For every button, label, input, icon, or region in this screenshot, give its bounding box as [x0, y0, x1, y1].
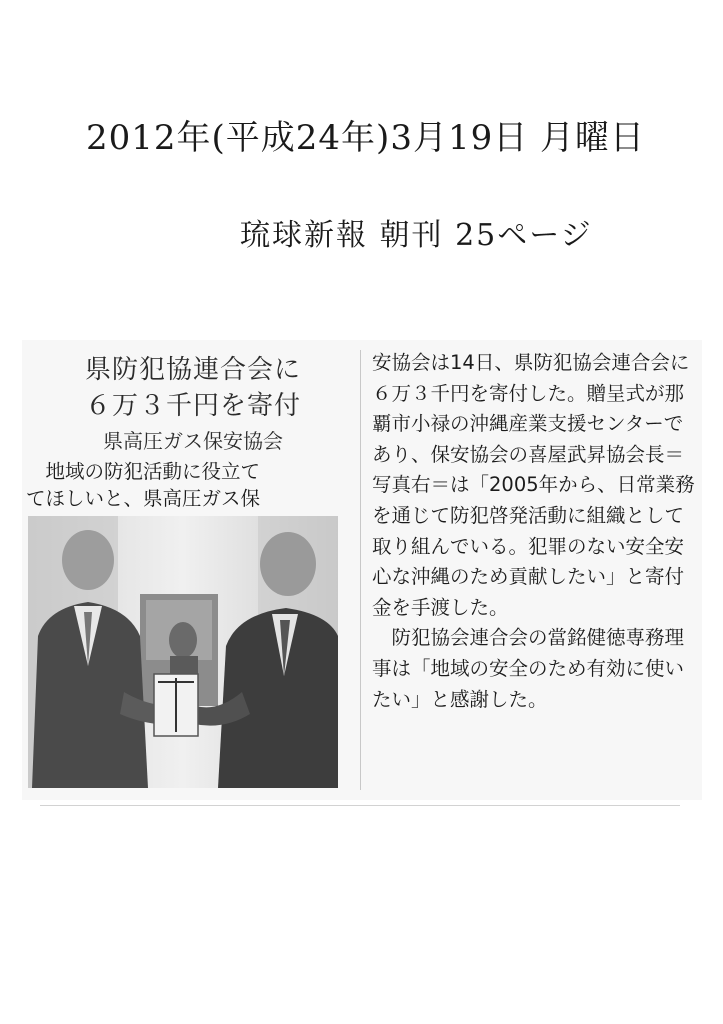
article-subheadline: 県高圧ガス保安協会: [103, 429, 283, 453]
headline-line-2: ６万３千円を寄付: [84, 391, 301, 421]
body-paragraph-2: 防犯協会連合会の當銘健徳専務理事は「地域の安全のため有効に使いたい」と感謝した。: [372, 626, 685, 711]
photo-illustration: [28, 516, 338, 788]
lead-line-1: 地域の防犯活動に役立て: [45, 460, 261, 483]
article-photo: [28, 516, 338, 788]
article-headline: [32, 352, 354, 456]
body-paragraph-1: 安協会は14日、県防犯協会連合会に６万３千円を寄付した。贈呈式が那覇市小禄の沖縄産業支援センターであり、保安協会の喜屋武昇協会長＝写真右＝は「2005年から、日常業務を通じて防犯啓発活動に組織として取り組んでいる。犯罪のない安全安心な沖縄のため貢献したい」と寄付金を手渡した。: [372, 351, 695, 619]
newspaper-source: 琉球新報 朝刊 25ページ: [240, 218, 593, 253]
article-body: [372, 348, 702, 715]
column-divider: [360, 350, 361, 790]
newspaper-clipping: [22, 340, 702, 800]
lead-line-2: てほしいと、県高圧ガス保: [26, 487, 261, 510]
clipping-date: 2012年(平成24年)3月19日 月曜日: [86, 118, 646, 158]
headline-line-1: 県防犯協連合会に: [84, 355, 301, 385]
clipping-bottom-edge: [40, 805, 680, 806]
article-lead: [26, 458, 362, 512]
